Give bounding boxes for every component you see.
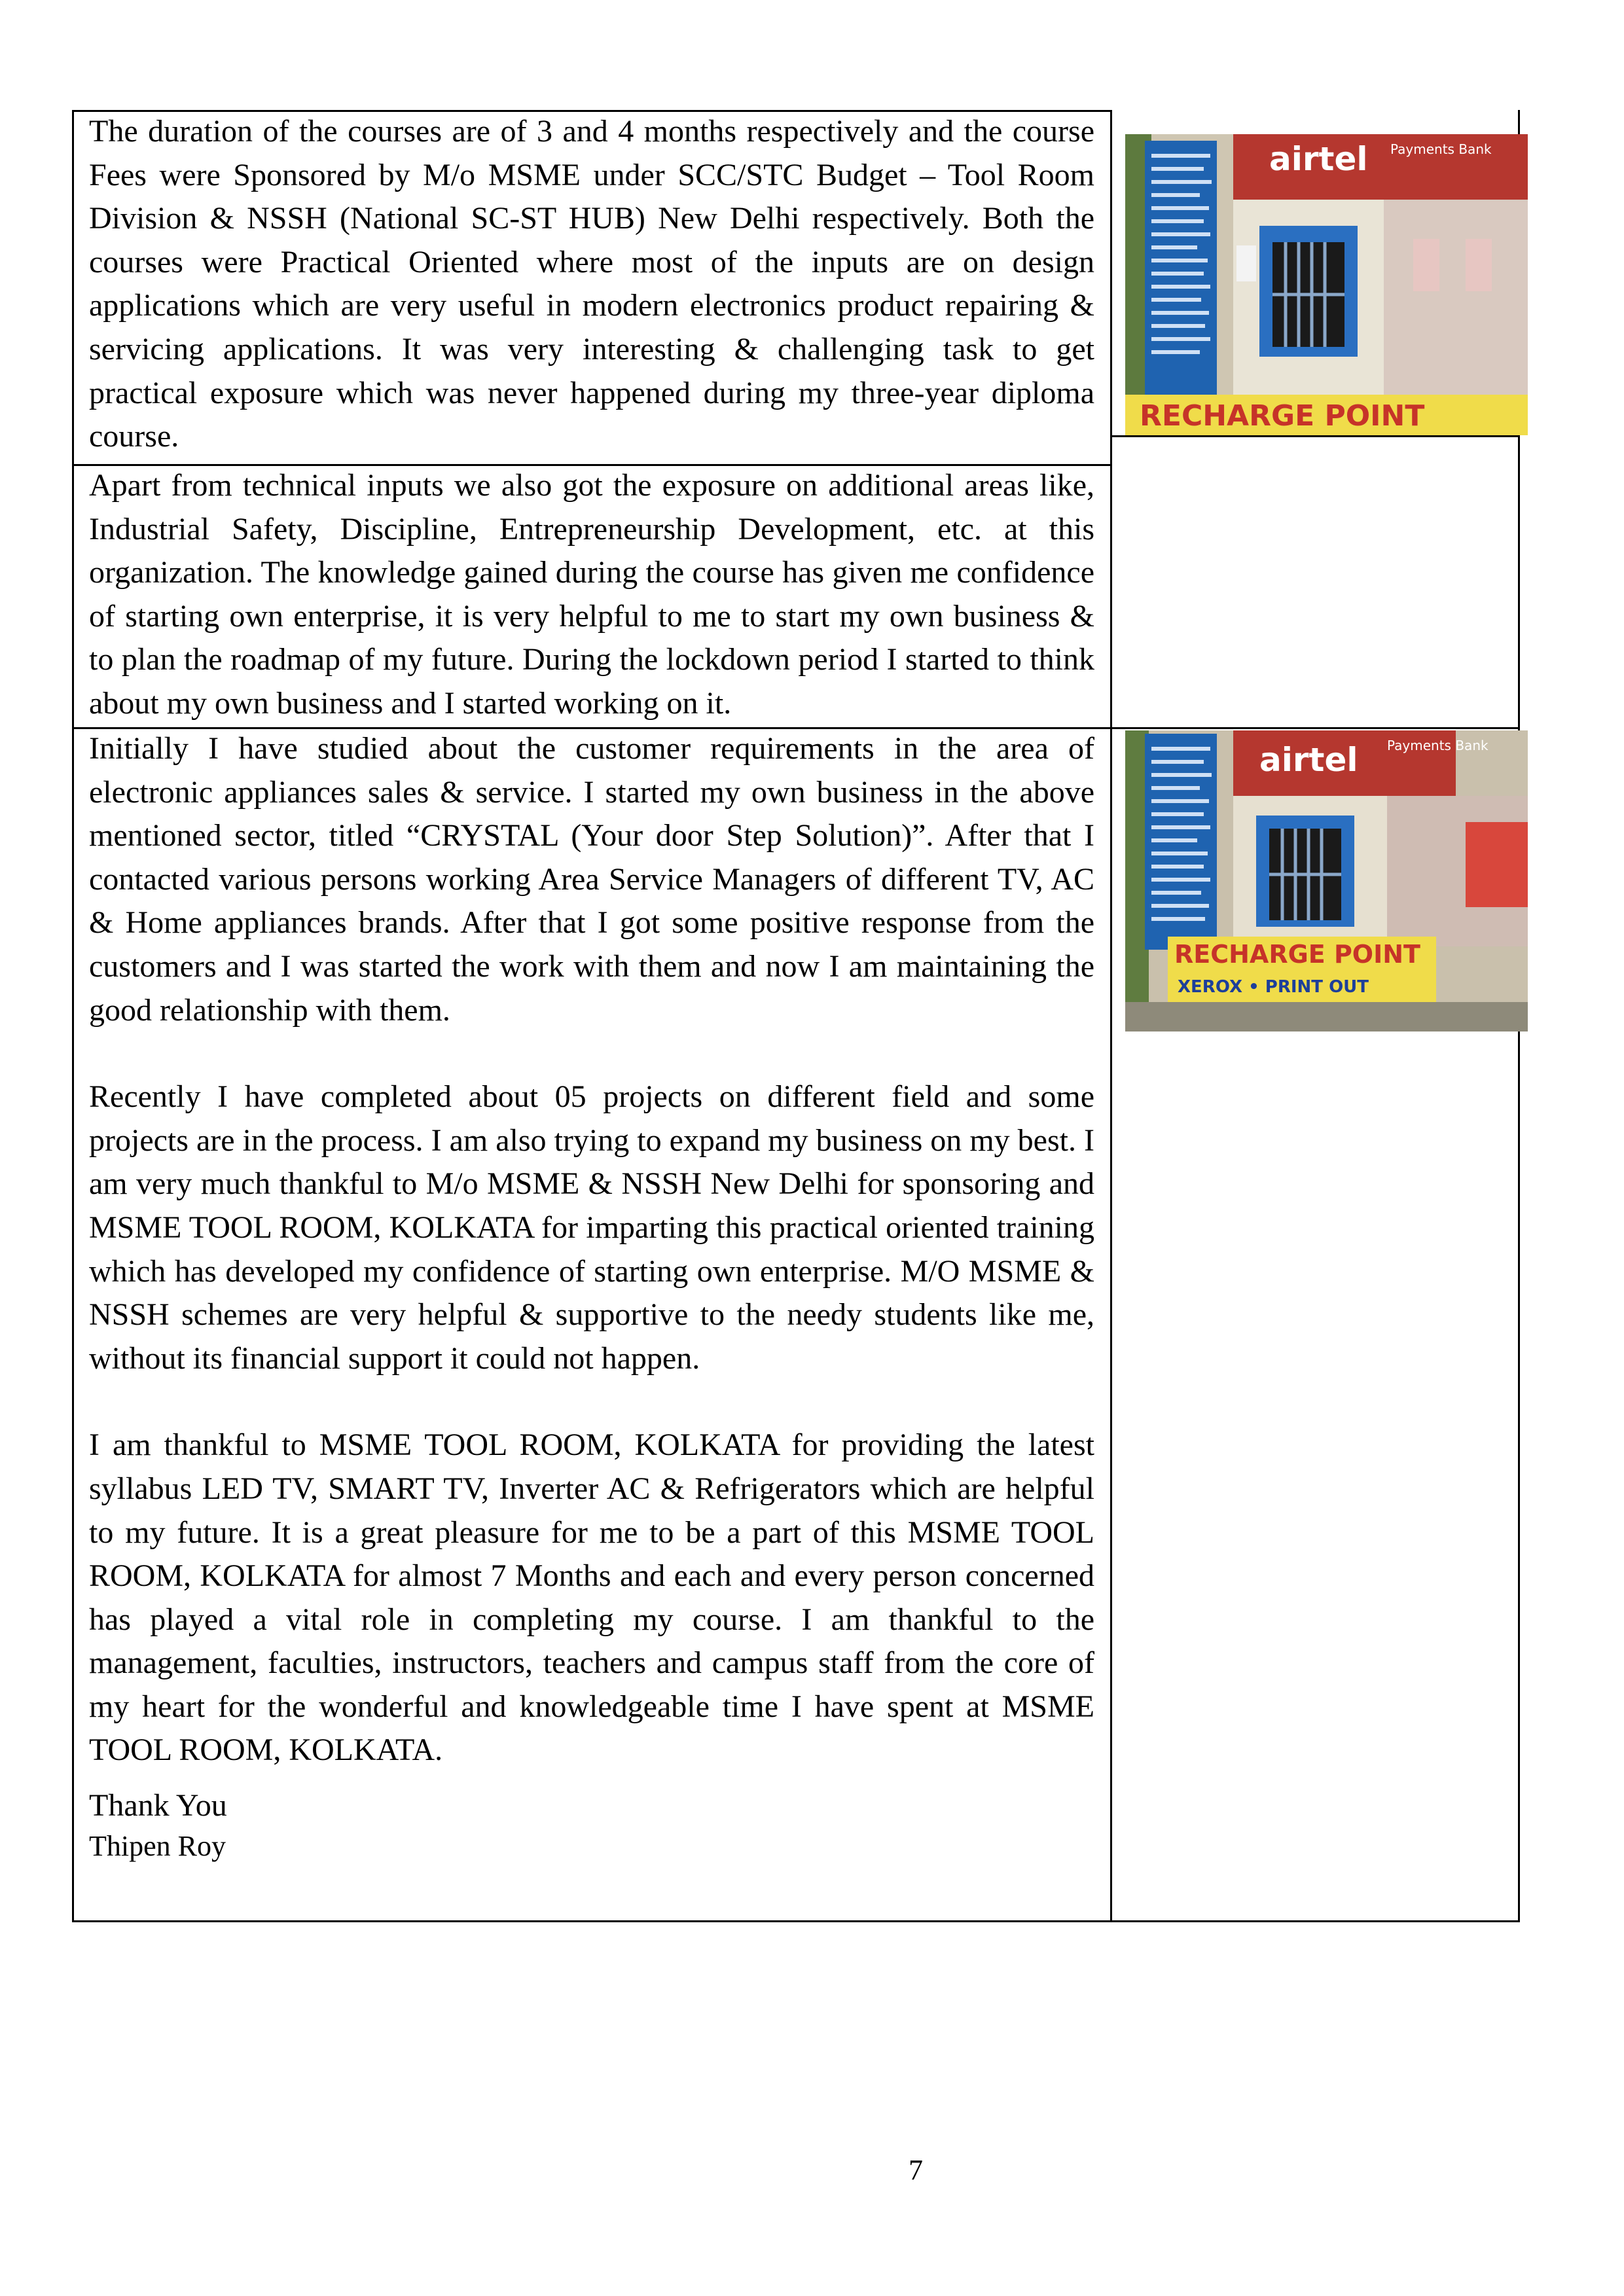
business-start-paragraph: Initially I have studied about the customer requirements in the area of electronic appliances sales & service. I started my own business in the above mentioned sector, titled “CRYSTAL (Your door Step Solution)”. After that I contacted various persons working Area Service Managers of different TV, AC & Home appliances brands. After that I got some positive response from the customers and I was started the work with them and now I am maintaining the good relationship with them. xyxy=(89,731,1094,1028)
shop-photo-1 xyxy=(1125,134,1528,435)
course-duration-text: The duration of the courses are of 3 and 4 months respectively and the course Fees were Sponsored by M/o MSME under SCC/STC Budget – Tool Room Division & NSSH (National SC-ST HUB) New Delhi respectively. Both the courses were Practical Oriented where most of the inputs are on design applications which are very useful in modern electronics product repairing & servicing applications. It was very interesting & challenging task to get practical exposure which was never happened during my three-year diploma course. xyxy=(89,114,1094,454)
row3-content xyxy=(89,727,1094,1865)
closing-thank-you: Thank You xyxy=(89,1788,227,1823)
airtel-payments-bank-text-2: Payments Bank xyxy=(1387,738,1489,753)
recharge-point-sign-2: RECHARGE POINT xyxy=(1174,940,1420,969)
xerox-print-out-sign: XEROX • PRINT OUT xyxy=(1178,977,1369,997)
shop-photo-2 xyxy=(1125,730,1528,1031)
projects-paragraph: Recently I have completed about 05 projects on different field and some projects are in the process. I am also trying to expand my business on my best. I am very much thankful to M/o MSME & NSSH New Delhi for sponsoring and MSME TOOL ROOM, KOLKATA for imparting this practical oriented training which has developed my confidence of starting own enterprise. M/O MSME & NSSH schemes are very helpful & supportive to the needy students like me, without its financial support it could not happen. xyxy=(89,1079,1094,1376)
row1-paragraph xyxy=(89,110,1094,459)
row2-photo-cell xyxy=(1110,435,1520,729)
additional-exposure-text: Apart from technical inputs we also got the exposure on additional areas like, Industrial Safety, Discipline, Entrepreneurship Development, etc. at this organization. The knowledge gained during the course has given me confidence of starting own enterprise, it is very helpful to me to start my own business & to plan the roadmap of my future. During the lockdown period I started to think about my own business and I started working on it. xyxy=(89,468,1094,721)
row2-paragraph xyxy=(89,464,1094,726)
airtel-payments-bank-text-1: Payments Bank xyxy=(1390,141,1492,157)
signature-name: Thipen Roy xyxy=(89,1829,226,1862)
recharge-point-sign-1: RECHARGE POINT xyxy=(1140,399,1425,433)
page-number: 7 xyxy=(909,2154,923,2186)
thanks-paragraph: I am thankful to MSME TOOL ROOM, KOLKATA for providing the latest syllabus LED TV, SMART TV, Inverter AC & Refrigerators which are helpful to my future. It is a great pleasure for me to be a part of this MSME TOOL ROOM, KOLKATA for almost 7 Months and each and every person concerned has played a vital role in completing my course. I am thankful to the management, faculties, instructors, teachers and campus staff from the core of my heart for the wonderful and knowledgeable time I have spent at MSME TOOL ROOM, KOLKATA. xyxy=(89,1427,1094,1768)
airtel-logo-text-2: airtel xyxy=(1259,741,1358,779)
airtel-logo-text-1: airtel xyxy=(1269,140,1368,178)
